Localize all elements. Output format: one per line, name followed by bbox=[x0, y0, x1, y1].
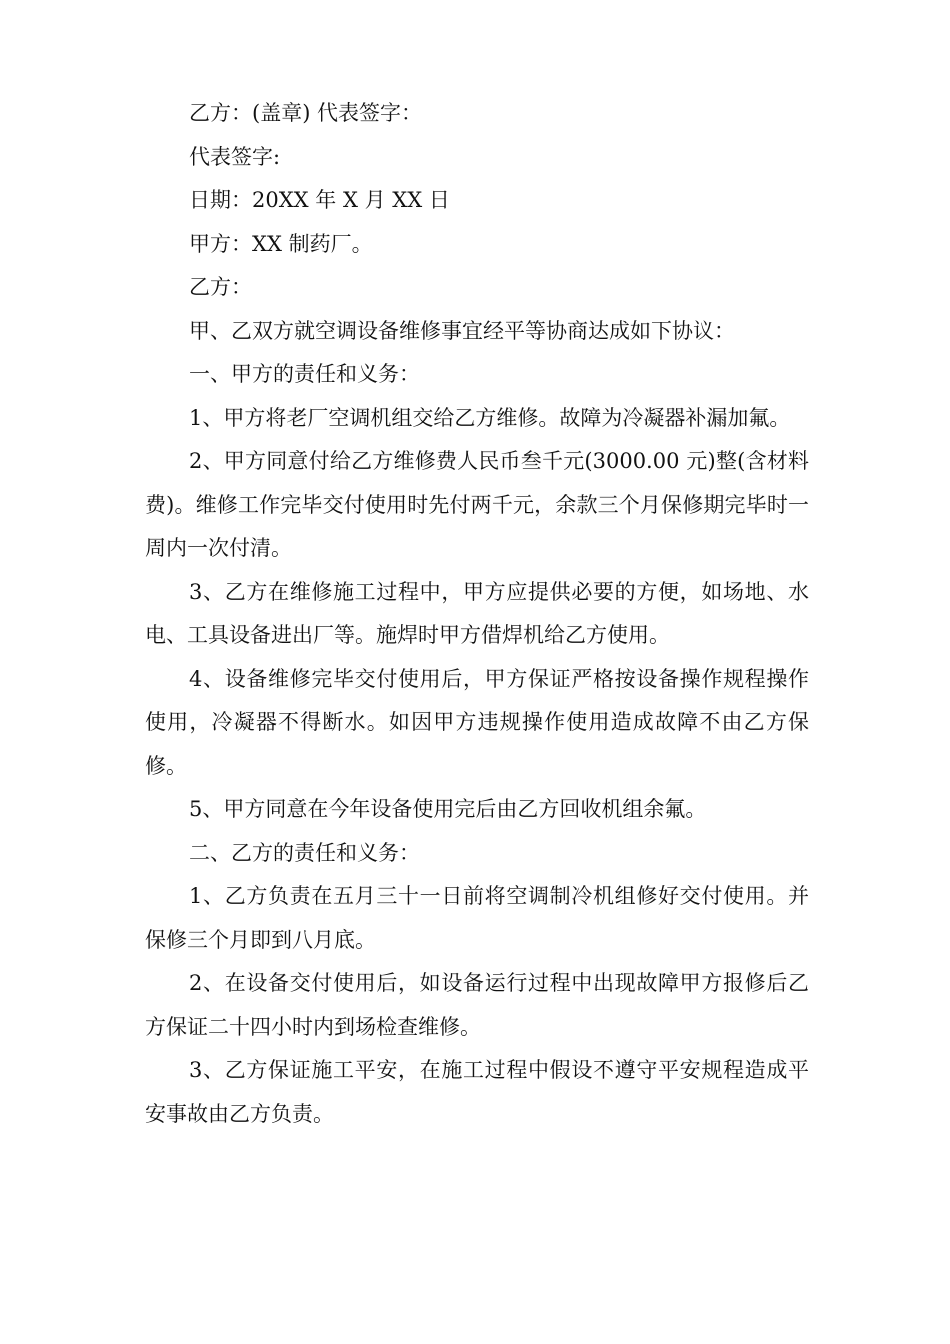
party-a-clause-1: 1、甲方将老厂空调机组交给乙方维修。故障为冷凝器补漏加氟。 bbox=[189, 405, 791, 430]
agreement-intro: 甲、乙双方就空调设备维修事宜经平等协商达成如下协议： bbox=[189, 318, 735, 343]
date-line: 日期：20XX 年 X 月 XX 日 bbox=[189, 188, 450, 212]
party-a-clause-5: 5、甲方同意在今年设备使用完后由乙方回收机组余氟。 bbox=[189, 797, 707, 821]
party-b-seal-line: 乙方：(盖章) 代表签字： bbox=[189, 101, 423, 125]
party-b-clause-1: 1、乙方负责在五月三十一日前将空调制冷机组修好交付使用。并保修三个月即到八月底。 bbox=[145, 884, 809, 952]
party-a-clause-4: 4、设备维修完毕交付使用后，甲方保证严格按设备操作规程操作使用，冷凝器不得断水。如因甲方违规操作使用造成故障不由乙方保修。 bbox=[145, 666, 809, 778]
party-b-line: 乙方： bbox=[189, 275, 252, 299]
party-a-clause-2: 2、甲方同意付给乙方维修费人民币叁千元(3000.00 元)整(含材料费)。维修工作完毕交付使用时先付两千元，余款三个月保修期完毕时一周内一次付清。 bbox=[145, 449, 809, 560]
party-a-line: 甲方：XX 制药厂。 bbox=[189, 231, 373, 256]
document-body bbox=[145, 92, 809, 1136]
representative-signature-line: 代表签字: bbox=[189, 144, 281, 169]
party-b-clause-2: 2、在设备交付使用后，如设备运行过程中出现故障甲方报修后乙方保证二十四小时内到场检查维修。 bbox=[145, 971, 809, 1039]
section-heading-party-a: 一、甲方的责任和义务： bbox=[189, 362, 420, 386]
section-heading-party-b: 二、乙方的责任和义务： bbox=[189, 840, 420, 865]
party-b-clause-3: 3、乙方保证施工平安，在施工过程中假设不遵守平安规程造成平安事故由乙方负责。 bbox=[145, 1058, 809, 1126]
party-a-clause-3: 3、乙方在维修施工过程中，甲方应提供必要的方便，如场地、水电、工具设备进出厂等。施焊时甲方借焊机给乙方使用。 bbox=[145, 579, 809, 647]
